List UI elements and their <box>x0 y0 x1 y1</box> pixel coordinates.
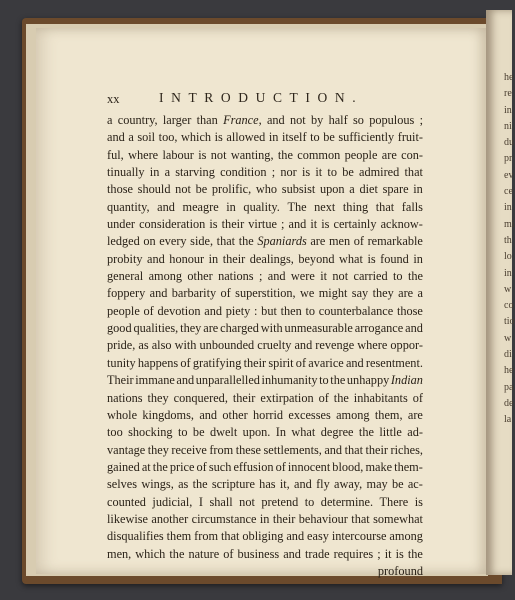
facing-page-fragment: pr <box>504 153 513 165</box>
facing-page-fragment: lo <box>504 251 512 263</box>
text-line: vantage they receive from these settlements, and that their riches, <box>107 442 423 457</box>
facing-page-fragment: de <box>504 397 514 409</box>
text-line: those should not be prolific, who subsist upon a diet spare in <box>107 182 423 197</box>
text-line: people of devotion and piety : but then to counterbalance those <box>107 303 423 318</box>
facing-page-fragment: co <box>504 300 514 312</box>
text-line: quantity, and meagre in quality. The next thing that falls <box>107 199 423 214</box>
text-line: ledged on every side, that the Spaniards are men of remarkable <box>107 234 423 249</box>
facing-page-edge <box>486 10 515 575</box>
text-line: selves wings, as the scripture has it, and fly away, may be ac- <box>107 477 423 492</box>
catchword: profound <box>377 563 423 578</box>
facing-page-fragment: in <box>504 202 512 214</box>
text-line: ful, where labour is not wanting, the common people are con- <box>107 147 423 162</box>
text-line: gained at the price of such effusion of innocent blood, make them- <box>107 459 423 474</box>
running-head: INTRODUCTION. <box>159 90 364 105</box>
facing-page-fragment: di <box>504 349 512 361</box>
facing-page-fragment: la <box>504 414 512 426</box>
facing-page-fragment: he <box>504 72 514 83</box>
text-line: likewise another circumstance in their behaviour that somewhat <box>107 511 423 526</box>
facing-page-fragment: mi <box>504 218 515 230</box>
text-line: men, which the nature of business and trade requires ; it is the <box>107 546 423 561</box>
facing-page-fragment: in <box>504 104 512 116</box>
page-number: xx <box>107 92 120 106</box>
facing-page-fragment: pa <box>504 381 514 393</box>
facing-page-text <box>504 70 515 429</box>
facing-page-fragment: w <box>504 283 512 295</box>
facing-page-fragment: ce <box>504 186 513 198</box>
text-line: Their immane and unparallelled inhumanity to the unhappy Indian <box>107 373 423 388</box>
text-line: nations they conquered, their extirpation of the inhabitants of <box>107 390 423 405</box>
text-line: tunity happens of gratifying their spirit of avarice and resentment. <box>107 355 423 370</box>
text-line: under consideration is their virtue ; and it is certainly acknow- <box>107 217 423 232</box>
text-line: a country, larger than France, and not by half so populous ; <box>107 113 423 127</box>
facing-page-fragment: tio <box>504 316 515 328</box>
text-line: probity and honour in their dealings, beyond what is found in <box>107 251 423 266</box>
facing-page-fragment: re <box>504 88 512 100</box>
text-line: and a soil too, which is allowed in itself to be sufficiently fruit- <box>107 130 423 145</box>
text-line: good qualities, they are charged with unmeasurable arrogance and <box>107 321 423 336</box>
facing-page-fragment: he <box>504 365 514 377</box>
text-line: too shocking to be dwelt upon. In what degree the little ad- <box>107 425 423 440</box>
text-line: disqualifies them from that obliging and easy intercourse among <box>107 529 423 544</box>
text-line: foppery and barbarity of superstition, we might say they are a <box>107 286 423 301</box>
facing-page-fragment: du <box>504 137 514 149</box>
text-line: pride, as also with unbounded cruelty and revenge where oppor- <box>107 338 423 353</box>
text-line: whole kingdoms, and other horrid excesses among them, are <box>107 407 423 422</box>
body-text <box>107 112 423 580</box>
facing-page-fragment: ni <box>504 120 512 132</box>
text-line: counted judicial, I shall not pretend to determine. There is <box>107 494 423 509</box>
facing-page-fragment: w <box>504 332 512 344</box>
text-line: general among other nations ; and were it not carried to the <box>107 269 423 284</box>
facing-page-fragment: th <box>504 234 512 246</box>
facing-page-fragment: ev <box>504 169 514 181</box>
facing-page-fragment: in <box>504 267 512 279</box>
text-line: tinually in a starving condition ; nor is it to be admired that <box>107 165 423 180</box>
